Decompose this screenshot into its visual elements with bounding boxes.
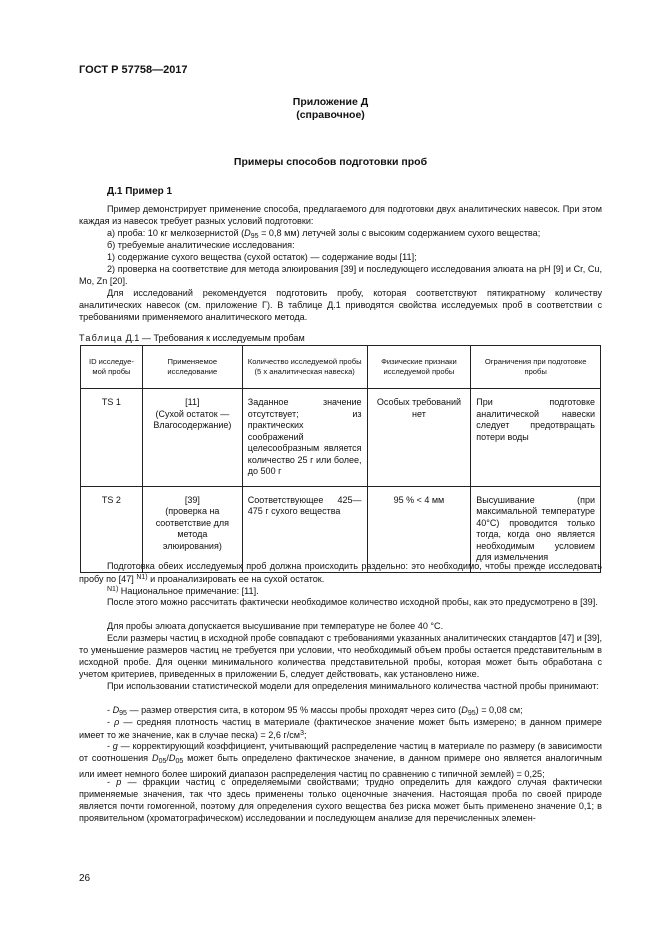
method-desc: (проверка на соответствие для метода элюирования) <box>155 506 229 551</box>
p3-text-2: и проанализировать ее на сухой остаток. <box>147 574 325 584</box>
d95-dash: - <box>107 705 113 715</box>
header-id: ID исследуе-мой пробы <box>81 346 143 389</box>
body-paragraph-4: После этого можно рассчитать фактически необходимое количество исходной пробы, как это предусмотрено в [39]. <box>107 597 598 607</box>
d95-value: ) = 0,08 см; <box>475 705 523 715</box>
cell-id: TS 2 <box>81 486 143 572</box>
method-ref: [11] <box>185 397 200 407</box>
d-symbol: D <box>168 753 176 763</box>
g-symbol: g <box>112 741 118 751</box>
d-symbol: D <box>244 228 251 238</box>
cell-physical: Особых требований нет <box>367 389 471 487</box>
intro-item-b2: 2) проверка на соответствие для метода элюирования [39] и последующего исследования элюата на pH [9] и Cr, Cu, Mo, Zn [20]. <box>79 264 602 286</box>
cell-quantity: Заданное значение отсутствует; из практических соображений целесообразным является количество 25 г или более, до 500 г <box>242 389 367 487</box>
d-subscript: 05 <box>175 758 184 765</box>
footnote-ref: N1) <box>136 574 148 581</box>
document-header: ГОСТ Р 57758—2017 <box>79 64 188 76</box>
header-method: Применяемое исследование <box>142 346 242 389</box>
cell-quantity: Соответствующее 425—475 г сухого вещества <box>242 486 367 572</box>
method-desc: (Сухой остаток — Влагосодержание) <box>153 408 232 430</box>
d-symbol: D <box>112 705 120 715</box>
rho-symbol: ρ <box>114 717 120 727</box>
table-header-row <box>81 346 601 389</box>
appendix-subtitle: (справочное) <box>296 109 365 121</box>
cell-limits: Высушивание (при максимальной температуре 40°С) проводится только тогда, когда оно является необходимым условием для измельчения <box>471 486 601 572</box>
d-symbol: D <box>151 753 159 763</box>
p-dash: - <box>107 777 117 787</box>
rho-dash: - <box>107 717 115 727</box>
rho-definition <box>79 716 602 741</box>
g-text-1: — корректирующий коэффициент, учитывающий распределение частиц в материале по размеру (в зависимости от соотношения <box>79 741 602 763</box>
table-row <box>81 389 601 487</box>
page-number: 26 <box>79 873 91 884</box>
intro-paragraph-1: Пример демонстрирует применение способа, предлагаемого для подготовки двух аналитических навесок. При этом каждая из навесок требует разных условий подготовки: <box>79 204 602 226</box>
p-text: — фракции частиц с определяемыми свойствами; трудно определить для каждого случая фактически применяемые значения, так что здесь применены только оценочные значения. Настоящая проба по своей природе является почти гомогенной, поэтому для определения сухого вещества без риска может быть применено значение 0,1; в проявительном (хроматографическом) исследовании и последующем анализе для перечисленных элемен- <box>79 777 602 823</box>
cell-limits: При подготовке аналитической навески следует предотвращать потери воды <box>471 389 601 487</box>
body-paragraph-6: Если размеры частиц в исходной пробе совпадают с требованиями указанных аналитических стандартов [47] и [39], то уменьшение размеров частиц не требуется при условии, что необходимый объем пробы остается представительным в исходной пробе. Для оценки минимального количества представительной пробы, которая может быть обработана с учетом критериев, приведенных в приложении Б, следует действовать, как установлено ниже. <box>79 633 602 679</box>
requirements-table <box>80 345 601 573</box>
d-subscript: 95 <box>250 233 259 240</box>
g-definition <box>79 740 602 780</box>
p3-text-1: Подготовка обеих исследуемых проб должна происходить раздельно: это необходимо, чтобы прежде исследовать пробу по [47] <box>79 561 602 584</box>
g-text-2: может быть определено фактическое значение, в данном примере оно является аналогичным или имеет немного более широкий диапазон распределения частиц по сравнению с типичной землей) = 0,25; <box>79 753 602 779</box>
d-symbol: D <box>461 705 468 715</box>
method-ref: [39] <box>184 494 200 505</box>
ratio-slash: / <box>166 753 169 763</box>
subsection-title: Д.1 Пример 1 <box>107 186 173 197</box>
appendix-title: Приложение Д <box>292 96 369 108</box>
item-a-text-1: а) проба: 10 кг мелкозернистой ( <box>107 228 245 238</box>
intro-item-b1: 1) содержание сухого вещества (сухой остаток) — содержание воды [11]; <box>107 252 417 262</box>
caption-text: Д.1 — Требования к исследуемым пробам <box>123 333 305 343</box>
g-dash: - <box>107 741 113 751</box>
d-subscript: 95 <box>119 710 127 717</box>
cell-id: TS 1 <box>81 389 143 487</box>
body-paragraph-7: При использовании статистической модели для определения минимального количества частной пробы принимают: <box>107 681 599 691</box>
rho-end: ; <box>303 730 307 740</box>
header-physical: Физические признаки исследуемой пробы <box>367 346 471 389</box>
header-limits: Ограничения при подготовке пробы <box>471 346 601 389</box>
appendix-heading <box>0 96 661 122</box>
header-quantity: Количество исследуемой пробы (5 х аналитическая навеска) <box>242 346 367 389</box>
item-a-text-2: = 0,8 мм) летучей золы с высоким содержанием сухого вещества; <box>258 228 541 238</box>
cell-physical: 95 % < 4 мм <box>367 486 471 572</box>
table-caption <box>79 333 305 343</box>
body-paragraph-3 <box>79 560 602 585</box>
cell-method <box>142 389 242 487</box>
caption-label: Таблица <box>79 333 124 343</box>
intro-paragraph-2: Для исследований рекомендуется подготовить пробу, которая соответствуют пятикратному количеству аналитических навесок (см. приложение Г). В таблице Д.1 приводятся свойства исследуемых проб в соответствии с требованиями применяемого аналитического метода. <box>79 288 602 322</box>
intro-item-b: б) требуемые аналитические исследования: <box>107 240 295 250</box>
d-subscript: 05 <box>158 758 167 765</box>
rho-superscript: 3 <box>300 730 304 737</box>
p-definition <box>79 776 602 824</box>
rho-text: — средняя плотность частиц в материале (фактическое значение может быть измерено; в данном примере имеет то же значение, как в случае песка) = 2,6 г/см <box>79 717 602 740</box>
note-marker: N1) <box>107 586 119 593</box>
section-title: Примеры способов подготовки проб <box>233 156 428 168</box>
p-symbol: p <box>116 777 122 787</box>
d-subscript: 95 <box>467 710 476 717</box>
note-text: Национальное примечание: [11]. <box>118 586 259 596</box>
d95-text: — размер отверстия сита, в котором 95 % массы пробы проходят через сито ( <box>126 705 462 715</box>
body-paragraph-5: Для пробы элюата допускается высушивание при температуре не более 40 °С. <box>107 621 444 631</box>
